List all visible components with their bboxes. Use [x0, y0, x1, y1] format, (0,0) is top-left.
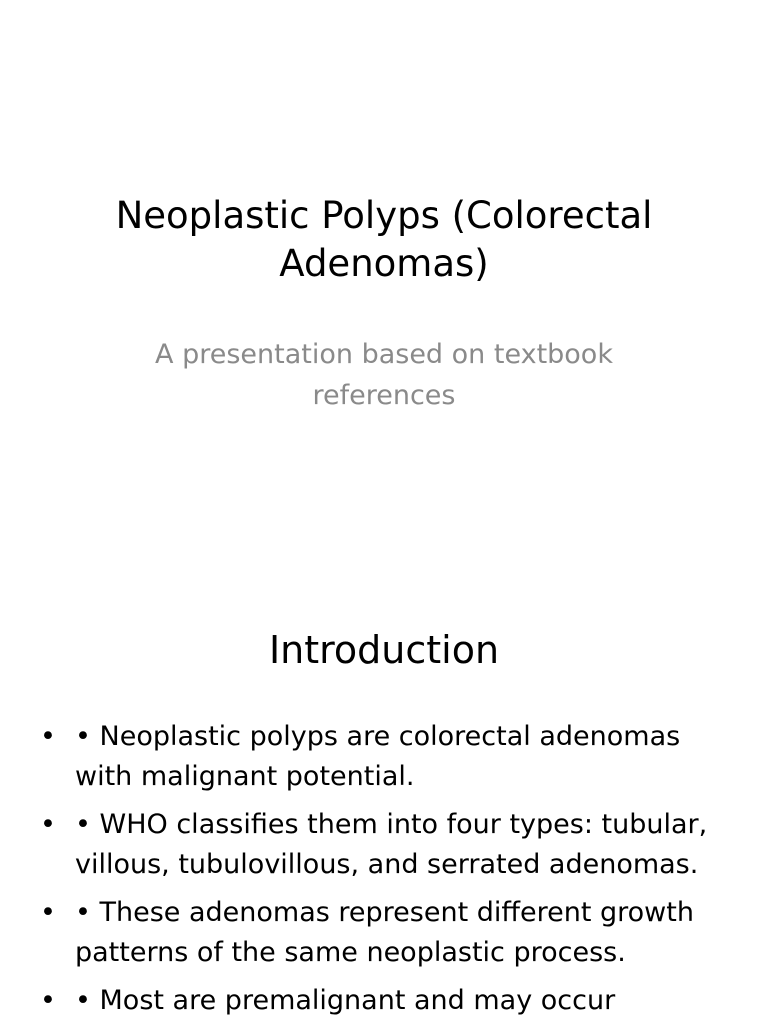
bullet-marker: •	[40, 897, 56, 928]
introduction-slide	[0, 576, 768, 1024]
bullet-list	[40, 717, 740, 1029]
bullet-item	[40, 893, 740, 973]
bullet-marker: •	[40, 809, 56, 840]
slide-subtitle: A presentation based on textbook references	[155, 339, 613, 411]
bullet-item	[40, 717, 740, 797]
bullet-text: • Neoplastic polyps are colorectal adenomas with malignant potential.	[75, 721, 681, 792]
bullet-item	[40, 981, 740, 1021]
introduction-heading: Introduction	[268, 628, 500, 672]
bullet-item	[40, 805, 740, 885]
bullet-marker: •	[40, 985, 56, 1016]
bullet-text: • Most are premalignant and may occur	[75, 985, 616, 1016]
bullet-marker: •	[40, 721, 56, 752]
slide-title: Neoplastic Polyps (Colorectal Adenomas)	[115, 194, 653, 285]
bullet-text: • These adenomas represent different growth patterns of the same neoplastic process.	[75, 897, 694, 968]
bullet-text: • WHO classifies them into four types: tubular, villous, tubulovillous, and serrated adenomas.	[75, 809, 708, 880]
